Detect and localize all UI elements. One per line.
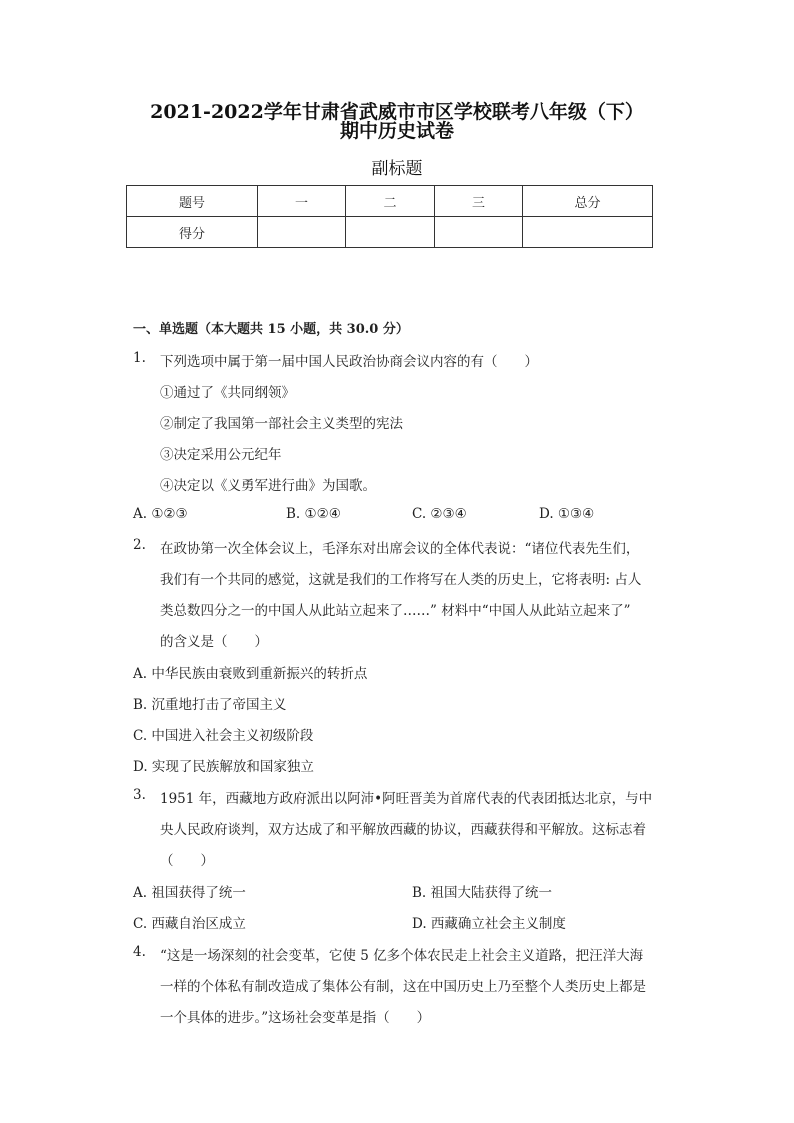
score-table bbox=[126, 185, 653, 248]
question-stem: 一样的个体私有制改造成了集体公有制，这在中国历史上乃至整个人类历史上都是 bbox=[160, 979, 646, 995]
question-stem: 下列选项中属于第一届中国人民政治协商会议内容的有（ ） bbox=[160, 354, 538, 370]
question-item: ④决定以《义勇军进行曲》为国歌。 bbox=[160, 478, 376, 494]
answer-option: D. 实现了民族解放和国家独立 bbox=[133, 759, 314, 775]
question-item: ③决定采用公元纪年 bbox=[160, 447, 282, 463]
score-header-cell: 二 bbox=[346, 186, 435, 217]
score-cell-empty bbox=[258, 217, 346, 248]
answer-option: B. 祖国大陆获得了统一 bbox=[412, 885, 553, 901]
question-stem: 央人民政府谈判，双方达成了和平解放西藏的协议，西藏获得和平解放。这标志着 bbox=[160, 822, 646, 838]
answer-option: A. ①②③ bbox=[133, 506, 188, 522]
question-stem: （ ） bbox=[160, 853, 214, 869]
answer-option: B. ①②④ bbox=[286, 506, 341, 522]
question-stem: 一个具体的进步。”这场社会变革是指（ ） bbox=[160, 1010, 431, 1026]
answer-option: A. 祖国获得了统一 bbox=[133, 885, 246, 901]
question-stem: 类总数四分之一的中国人从此站立起来了……” 材料中“中国人从此站立起来了” bbox=[160, 603, 631, 619]
question-stem: 1951 年，西藏地方政府派出以阿沛•阿旺晋美为首席代表的代表团抵达北京，与中 bbox=[160, 791, 653, 807]
score-table-header-row bbox=[127, 186, 653, 217]
score-header-cell: 一 bbox=[258, 186, 346, 217]
answer-option: C. ②③④ bbox=[412, 506, 467, 522]
score-cell-empty bbox=[523, 217, 653, 248]
answer-option: B. 沉重地打击了帝国主义 bbox=[133, 697, 287, 713]
score-header-cell: 总分 bbox=[523, 186, 653, 217]
answer-option: D. 西藏确立社会主义制度 bbox=[412, 916, 566, 932]
question-item: ②制定了我国第一部社会主义类型的宪法 bbox=[160, 416, 403, 432]
answer-option: C. 西藏自治区成立 bbox=[133, 916, 246, 932]
question-item: ①通过了《共同纲领》 bbox=[160, 385, 295, 401]
answer-option: C. 中国进入社会主义初级阶段 bbox=[133, 728, 314, 744]
question-number: 1. bbox=[133, 350, 146, 366]
exam-title-line1: 2021-2022学年甘肃省武威市市区学校联考八年级（下） bbox=[150, 101, 644, 123]
score-cell-empty bbox=[435, 217, 523, 248]
question-stem: 的含义是（ ） bbox=[160, 634, 268, 650]
score-header-cell: 三 bbox=[435, 186, 523, 217]
question-number: 4. bbox=[133, 944, 146, 960]
question-number: 3. bbox=[133, 787, 146, 803]
exam-title-line2: 期中历史试卷 bbox=[339, 120, 454, 142]
score-header-cell: 题号 bbox=[127, 186, 258, 217]
question-stem: 我们有一个共同的感觉，这就是我们的工作将写在人类的历史上，它将表明: 占人 bbox=[160, 572, 642, 588]
score-table-score-row bbox=[127, 217, 653, 248]
answer-option: D. ①③④ bbox=[539, 506, 595, 522]
answer-option: A. 中华民族由衰败到重新振兴的转折点 bbox=[133, 666, 368, 682]
exam-subtitle: 副标题 bbox=[371, 159, 423, 179]
question-stem: 在政协第一次全体会议上，毛泽东对出席会议的全体代表说：“诸位代表先生们， bbox=[160, 541, 640, 557]
score-cell-empty bbox=[346, 217, 435, 248]
score-row-label: 得分 bbox=[127, 217, 258, 248]
question-stem: “这是一场深刻的社会变革，它使 5 亿多个体农民走上社会主义道路，把汪洋大海 bbox=[160, 948, 644, 964]
section-header: 一、单选题（本大题共 15 小题，共 30.0 分） bbox=[133, 322, 409, 337]
question-number: 2. bbox=[133, 537, 146, 553]
